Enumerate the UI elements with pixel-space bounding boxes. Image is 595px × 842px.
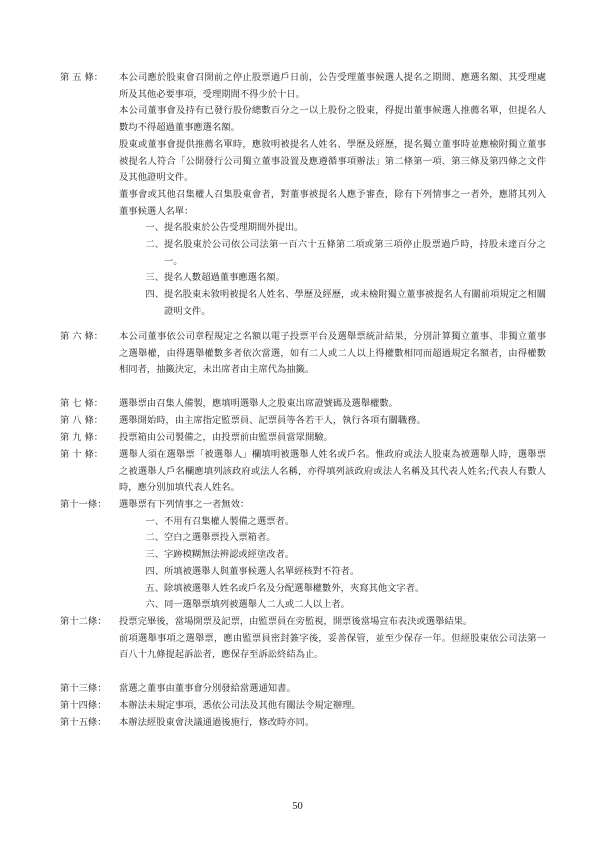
article-14 bbox=[60, 698, 546, 715]
item-text: 所填被選舉人與董事候選人名單經核對不符者。 bbox=[164, 565, 360, 577]
article-body bbox=[119, 430, 546, 447]
article-label: 第 五 條： bbox=[60, 72, 104, 83]
article-label: 第 九 條： bbox=[60, 432, 104, 443]
article-13 bbox=[60, 681, 546, 698]
item-text: 字跡模糊無法辨認或經塗改者。 bbox=[164, 549, 295, 561]
article-body bbox=[119, 396, 546, 413]
article-paragraph: 本辦法經股東會決議通過後施行，修改時亦同。 bbox=[119, 717, 315, 728]
list-item bbox=[119, 270, 546, 287]
list-item bbox=[119, 564, 546, 581]
item-text: 提名股東於公司依公司法第一百六十五條第二項或第三項停止股票過戶時，持股未達百分之一。 bbox=[164, 239, 546, 267]
article-paragraph: 董事會或其他召集權人召集股東會者，對董事被提名人應予審查，除有下列情事之一者外，應將其列入董事候選人名單： bbox=[119, 188, 546, 217]
article-body bbox=[119, 614, 546, 664]
item-number: 一、 bbox=[145, 515, 164, 527]
article-body bbox=[119, 698, 546, 715]
list-item bbox=[119, 237, 546, 270]
article-label: 第 七 條： bbox=[60, 398, 104, 409]
article-body bbox=[119, 681, 546, 698]
item-number: 五、 bbox=[145, 582, 164, 594]
article-body bbox=[119, 447, 546, 497]
article-body bbox=[119, 497, 546, 614]
article-paragraph: 選舉票由召集人備製，應填明選舉人之股東出席證號碼及選舉權數。 bbox=[119, 398, 398, 409]
list-item bbox=[119, 514, 546, 531]
list-item bbox=[119, 287, 546, 320]
article-6 bbox=[60, 329, 546, 379]
article-paragraph: 本公司董事依公司章程規定之名額以電子投票平台及選舉票統計結果，分別計算獨立董事、非獨立董事之選舉權，由得選舉權數多者依次當選，如有二人或二人以上得權數相同而超過規定名額者，由得權數相同者，抽籤決定，未出席者由主席代為抽籤。 bbox=[119, 331, 546, 376]
item-number: 一、 bbox=[145, 222, 164, 234]
item-number: 六、 bbox=[145, 599, 164, 611]
item-text: 空白之選舉票投入票箱者。 bbox=[164, 532, 276, 544]
item-text: 提名人數超過董事應選名額。 bbox=[164, 272, 285, 284]
item-number: 二、 bbox=[145, 532, 164, 544]
article-11 bbox=[60, 497, 546, 614]
article-15 bbox=[60, 715, 546, 732]
article-paragraph: 本辦法未規定事項，悉依公司法及其他有關法令規定辦理。 bbox=[119, 700, 361, 711]
article-label: 第十三條： bbox=[60, 683, 107, 694]
article-paragraph: 選舉開始時，由主席指定監票員、記票員等各若干人，執行各項有關職務。 bbox=[119, 415, 426, 426]
article-paragraph: 投票箱由公司製備之，由投票前由監票員當眾開驗。 bbox=[119, 432, 333, 443]
item-number: 四、 bbox=[145, 289, 164, 301]
page-number: 50 bbox=[292, 801, 303, 812]
item-number: 三、 bbox=[145, 549, 164, 561]
article-paragraph: 本公司董事會及持有已發行股份總數百分之一以上股份之股東，得提出董事候選人推薦名單，但提名人數均不得超過董事應選名額。 bbox=[119, 105, 546, 134]
article-paragraph: 選舉票有下列情事之一者無效： bbox=[119, 499, 250, 510]
article-paragraph: 投票完畢後，當場開票及記票，由監票員在旁監視，開票後當場宣布表決或選舉結果。 bbox=[119, 616, 473, 627]
article-body bbox=[119, 715, 546, 732]
article-paragraph: 前項選舉事項之選舉票，應由監票員密封簽字後，妥善保管，並至少保存一年。但經股東依公司法第一百八十九條提起訴訟者，應保存至訴訟終結為止。 bbox=[119, 632, 546, 661]
item-text: 同一選舉票填列被選舉人二人或二人以上者。 bbox=[164, 599, 350, 611]
list-item bbox=[119, 581, 546, 598]
article-label: 第十五條： bbox=[60, 717, 107, 728]
item-text: 提名股東未敘明被提名人姓名、學歷及經歷，或未檢附獨立董事被提名人有關前項規定之相關證明文件。 bbox=[164, 289, 546, 317]
item-text: 不用有召集權人製備之選票者。 bbox=[164, 515, 295, 527]
article-paragraph: 當選之董事由董事會分別發給當選通知書。 bbox=[119, 683, 296, 694]
list-item bbox=[119, 547, 546, 564]
article-5 bbox=[60, 70, 546, 321]
item-text: 除填被選舉人姓名或戶名及分配選舉權數外，夾寫其他文字者。 bbox=[164, 582, 425, 594]
list-item bbox=[119, 530, 546, 547]
article-paragraph: 本公司應於股東會召開前之停止股票過戶日前，公告受理董事候選人提名之期間、應選名額、其受理處所及其他必要事項，受理期間不得少於十日。 bbox=[119, 72, 546, 100]
article-label: 第 六 條： bbox=[60, 331, 104, 342]
article-paragraph: 選舉人須在選舉票「被選舉人」欄填明被選舉人姓名或戶名。惟政府或法人股東為被選舉人時，選舉票之被選舉人戶名欄應填列該政府或法人名稱，亦得填列該政府或法人名稱及其代表人姓名;代表人有數人時，應分別加填代表人姓名。 bbox=[119, 449, 546, 494]
item-number: 三、 bbox=[145, 272, 164, 284]
article-body bbox=[119, 70, 546, 321]
article-body bbox=[119, 329, 546, 379]
article-paragraph: 股東或董事會提供推薦名單時，應敘明被提名人姓名、學歷及經歷，提名獨立董事時並應檢附獨立董事被提名人符合「公開發行公司獨立董事設置及應遵循事項辦法」第二條第一項、第三條及第四條之文件及其他證明文件。 bbox=[119, 138, 546, 184]
list-item bbox=[119, 220, 546, 237]
article-label: 第 八 條： bbox=[60, 415, 104, 426]
article-12 bbox=[60, 614, 546, 664]
article-label: 第十一條： bbox=[60, 499, 107, 510]
article-label: 第 十 條： bbox=[60, 449, 104, 460]
article-label: 第十二條： bbox=[60, 616, 107, 627]
item-text: 提名股東於公告受理期間外提出。 bbox=[164, 222, 304, 234]
article-8 bbox=[60, 413, 546, 430]
article-10 bbox=[60, 447, 546, 497]
article-label: 第十四條： bbox=[60, 700, 107, 711]
item-number: 四、 bbox=[145, 565, 164, 577]
article-body bbox=[119, 413, 546, 430]
item-number: 二、 bbox=[145, 239, 164, 251]
article-7 bbox=[60, 396, 546, 413]
list-item bbox=[119, 597, 546, 614]
article-9 bbox=[60, 430, 546, 447]
